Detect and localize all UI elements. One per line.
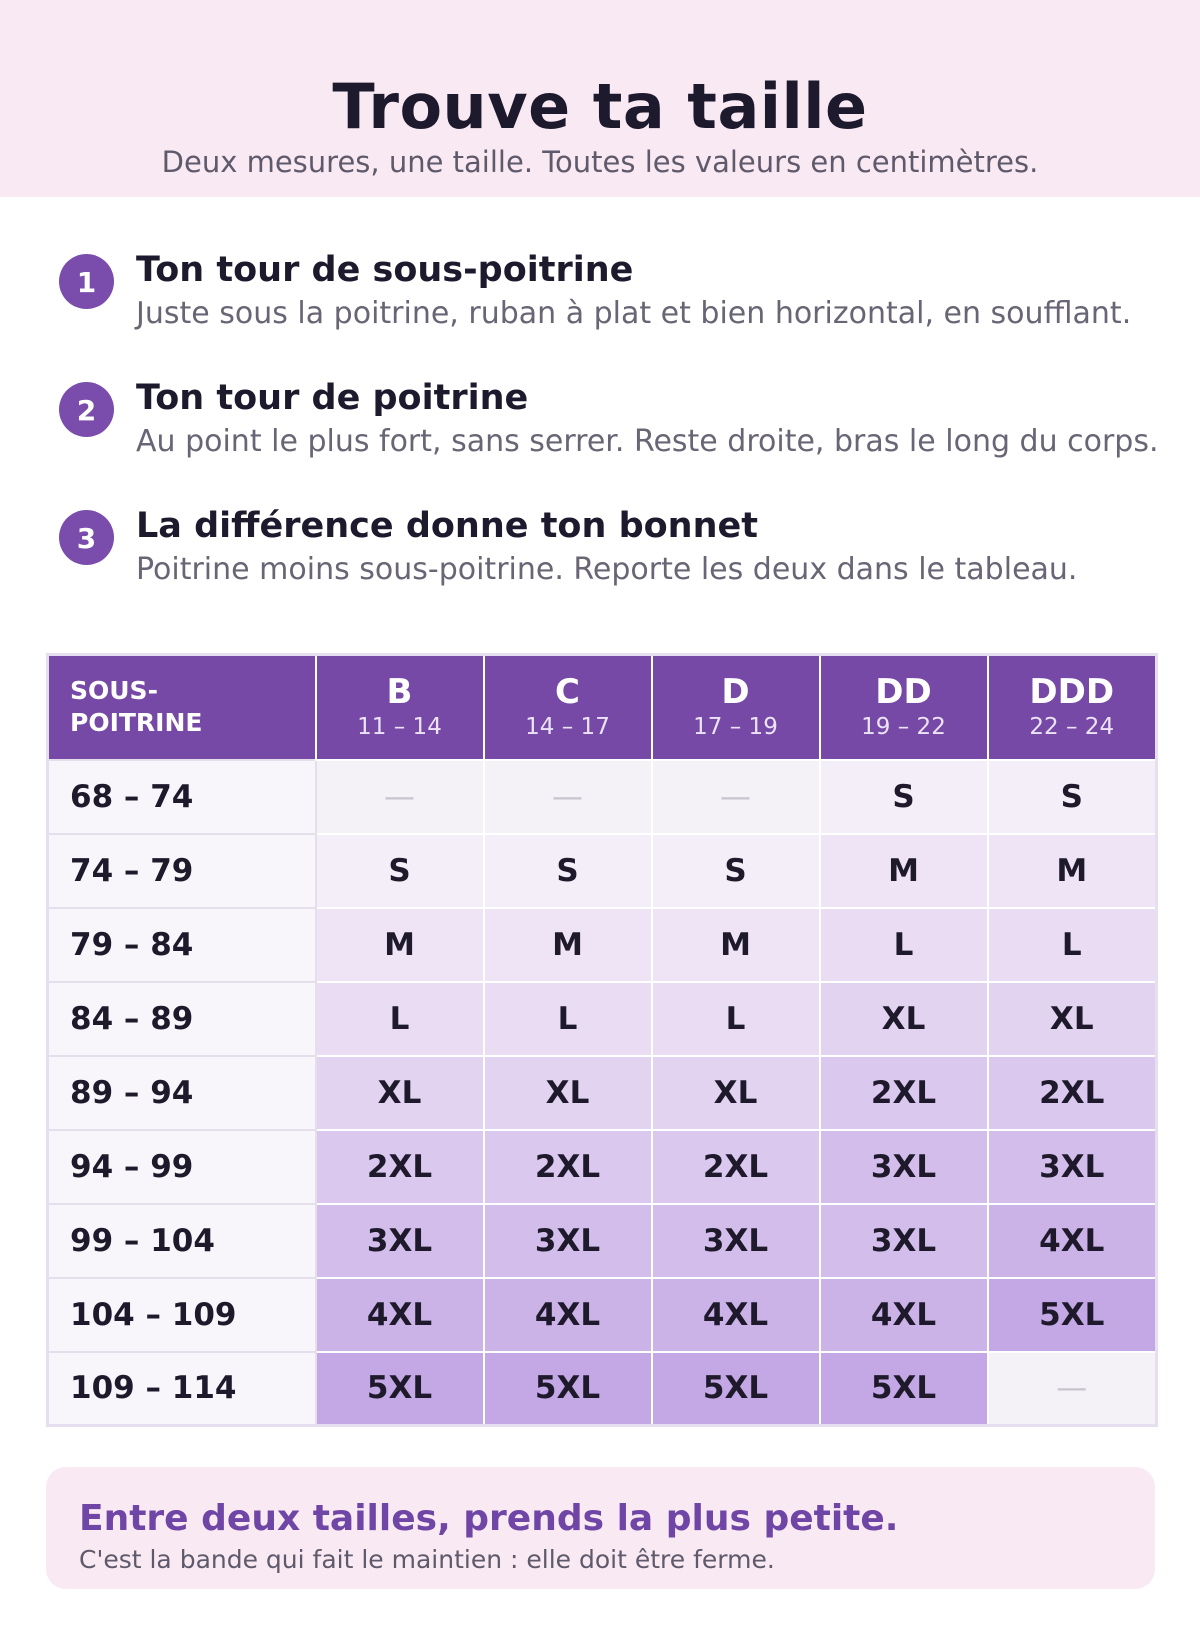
table-row — [48, 760, 1157, 834]
size-cell: S — [652, 834, 820, 908]
band-range-cell: 68 – 74 — [48, 760, 316, 834]
size-cell: 5XL — [484, 1352, 652, 1426]
size-cell: 2XL — [484, 1130, 652, 1204]
size-cell: S — [820, 760, 988, 834]
band-range-cell: 84 – 89 — [48, 982, 316, 1056]
band-range-cell: 104 – 109 — [48, 1278, 316, 1352]
size-cell: 3XL — [316, 1204, 484, 1278]
cup-label: B — [386, 672, 413, 713]
band-range-cell: 94 – 99 — [48, 1130, 316, 1204]
size-cell: 4XL — [820, 1278, 988, 1352]
tip-title: Entre deux tailles, prends la plus petite. — [79, 1498, 899, 1539]
cup-header-b — [316, 655, 484, 760]
table-row — [48, 982, 1157, 1056]
size-cell: M — [988, 834, 1157, 908]
size-cell: 3XL — [652, 1204, 820, 1278]
table-row — [48, 1130, 1157, 1204]
cup-range: 11 – 14 — [357, 714, 442, 741]
band-range-cell: 74 – 79 — [48, 834, 316, 908]
size-cell: 4XL — [484, 1278, 652, 1352]
band-header-label: SOUS- POITRINE — [70, 676, 203, 738]
size-cell: XL — [820, 982, 988, 1056]
band-column-header — [48, 655, 316, 760]
size-cell: S — [316, 834, 484, 908]
size-cell: — — [988, 1352, 1157, 1426]
table-row — [48, 1056, 1157, 1130]
table-row — [48, 834, 1157, 908]
cup-label: D — [721, 672, 750, 713]
size-cell: L — [652, 982, 820, 1056]
size-cell: — — [652, 760, 820, 834]
size-cell: 2XL — [820, 1056, 988, 1130]
table-row — [48, 1204, 1157, 1278]
cup-header-dd — [820, 655, 988, 760]
table-row — [48, 1352, 1157, 1426]
size-cell: 3XL — [988, 1130, 1157, 1204]
size-cell: XL — [988, 982, 1157, 1056]
size-cell: S — [484, 834, 652, 908]
step-description: Poitrine moins sous-poitrine. Reporte les deux dans le tableau. — [136, 552, 1078, 587]
size-cell: 2XL — [652, 1130, 820, 1204]
page-subtitle: Deux mesures, une taille. Toutes les valeurs en centimètres. — [161, 145, 1039, 179]
step-title: Ton tour de sous-poitrine — [136, 250, 634, 290]
table-body — [48, 760, 1157, 1426]
size-cell: — — [484, 760, 652, 834]
size-cell: M — [820, 834, 988, 908]
cup-label: C — [555, 672, 580, 713]
size-cell: L — [316, 982, 484, 1056]
band-range-cell: 89 – 94 — [48, 1056, 316, 1130]
cup-header-c — [484, 655, 652, 760]
table-header-row — [48, 655, 1157, 760]
cup-header-ddd — [988, 655, 1157, 760]
tip-box — [46, 1467, 1155, 1589]
step-number-badge: 1 — [59, 254, 114, 309]
size-cell: XL — [484, 1056, 652, 1130]
size-cell: XL — [316, 1056, 484, 1130]
size-cell: 5XL — [652, 1352, 820, 1426]
cup-range: 22 – 24 — [1029, 714, 1115, 741]
step-number-badge: 3 — [59, 510, 114, 565]
size-cell: — — [316, 760, 484, 834]
size-chart-table — [46, 653, 1158, 1427]
size-cell: M — [484, 908, 652, 982]
table-row — [48, 908, 1157, 982]
band-range-cell: 99 – 104 — [48, 1204, 316, 1278]
size-cell: 5XL — [316, 1352, 484, 1426]
size-cell: XL — [652, 1056, 820, 1130]
band-range-cell: 79 – 84 — [48, 908, 316, 982]
size-cell: L — [988, 908, 1157, 982]
step-description: Au point le plus fort, sans serrer. Reste droite, bras le long du corps. — [136, 424, 1159, 459]
cup-range: 17 – 19 — [693, 714, 778, 741]
size-cell: L — [484, 982, 652, 1056]
size-cell: M — [652, 908, 820, 982]
band-range-cell: 109 – 114 — [48, 1352, 316, 1426]
step-number-badge: 2 — [59, 382, 114, 437]
cup-label: DD — [875, 672, 932, 713]
table-row — [48, 1278, 1157, 1352]
size-cell: 3XL — [484, 1204, 652, 1278]
page-title: Trouve ta taille — [332, 70, 868, 143]
cup-header-d — [652, 655, 820, 760]
size-cell: 2XL — [316, 1130, 484, 1204]
size-cell: M — [316, 908, 484, 982]
size-cell: 5XL — [988, 1278, 1157, 1352]
tip-text: C'est la bande qui fait le maintien : elle doit être ferme. — [79, 1545, 775, 1574]
size-cell: 3XL — [820, 1204, 988, 1278]
step-description: Juste sous la poitrine, ruban à plat et bien horizontal, en soufflant. — [136, 296, 1132, 331]
cup-range: 14 – 17 — [525, 714, 610, 741]
size-cell: L — [820, 908, 988, 982]
size-cell: 3XL — [820, 1130, 988, 1204]
step-title: La différence donne ton bonnet — [136, 506, 758, 546]
step-title: Ton tour de poitrine — [136, 378, 529, 418]
header-banner — [0, 0, 1200, 197]
size-cell: 5XL — [820, 1352, 988, 1426]
size-cell: 4XL — [988, 1204, 1157, 1278]
size-cell: S — [988, 760, 1157, 834]
cup-label: DDD — [1029, 672, 1115, 713]
size-cell: 4XL — [316, 1278, 484, 1352]
size-cell: 2XL — [988, 1056, 1157, 1130]
size-cell: 4XL — [652, 1278, 820, 1352]
cup-range: 19 – 22 — [861, 714, 946, 741]
